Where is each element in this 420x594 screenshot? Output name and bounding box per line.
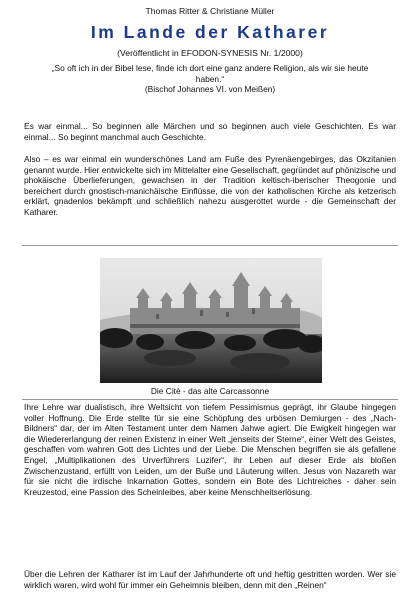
publication-note: (Veröffentlicht in EFODON-SYNESIS Nr. 1/2000) <box>117 48 303 58</box>
document-title: Im Lande der Katharer <box>90 22 330 42</box>
photo-graphic <box>100 258 322 383</box>
paragraph-1: Es war einmal... So beginnen alle Märchen und so beginnen auch viele Geschichten. Es war einmal... So beginnt manchmal auch Geschichte. <box>24 121 396 142</box>
epigraph <box>40 63 380 95</box>
photo-caption: Die Citè - das alte Carcassonne <box>150 386 270 396</box>
epigraph-attribution: (Bischof Johannes VI. von Meißen) <box>144 84 276 95</box>
paragraph-4: Über die Lehren der Katharer ist im Lauf der Jahrhunderte oft und heftig gestritten worden. Wer sie wirklich waren, wird wohl für immer ein Geheimnis bleiben, denn mit den „Reinen“ <box>24 569 396 590</box>
paragraph-2: Also – es war einmal ein wunderschönes Land am Fuße des Pyrenäengebirges, das Okzitanien genannt wurde. Hier entwickelte sich im Mittelalter eine Gesellschaft, gegründet auf phönizische und phokäische Überlieferungen, gewachsen in der Tradition keltisch-iberischer Theogonie und bereichert durch gnostisch-manichäische Einflüsse, die von der katholischen Kirche als ketzerisch erklärt, gnadenlos bekämpft und schließlich nahezu ausgerottet wurde - die Gemeinschaft der Katharer. <box>24 154 396 217</box>
epigraph-text: „So oft ich in der Bibel lese, finde ich dort eine ganz andere Religion, als wir sie heute haben.“ <box>51 63 369 84</box>
authors: Thomas Ritter & Christiane Müller <box>145 6 275 16</box>
divider-top <box>22 245 398 246</box>
paragraph-3: Ihre Lehre war dualistisch, ihre Weltsicht von tiefem Pessimismus geprägt, ihr Glaube hingegen voller Hoffnung. Die Erde stellte für sie eine Schöpfung des urbösen Demiurgen - des „Nach-Bildners“ dar, der im Alten Testament unter dem Namen Jahwe agiert. Die Ewigkeit hingegen war die Wiedererlangung der reinen Existenz in einer Welt „jenseits der Sterne“, einer Welt des Geistes, geschaffen vom wahren Gott des Lichtes und der Liebe. Die Menschen begriffen sie als gefallene Engel, „Multiplikationen des Urverführers Luzifer“, ihr Leben auf dieser Erde als bloßen Zwischenzustand, erfüllt von Leiden, um der Buße und Läuterung willen. Jesus von Nazareth war für sie nicht die irdische Inkarnation Gottes, sondern ein Bote des Lichtreiches - daher sein Kreuzestod, eine Passion des Scheinleibes, aber keine Menschheitserlösung. <box>24 402 396 497</box>
carcassonne-photo <box>100 258 322 383</box>
divider-bottom <box>22 399 398 400</box>
